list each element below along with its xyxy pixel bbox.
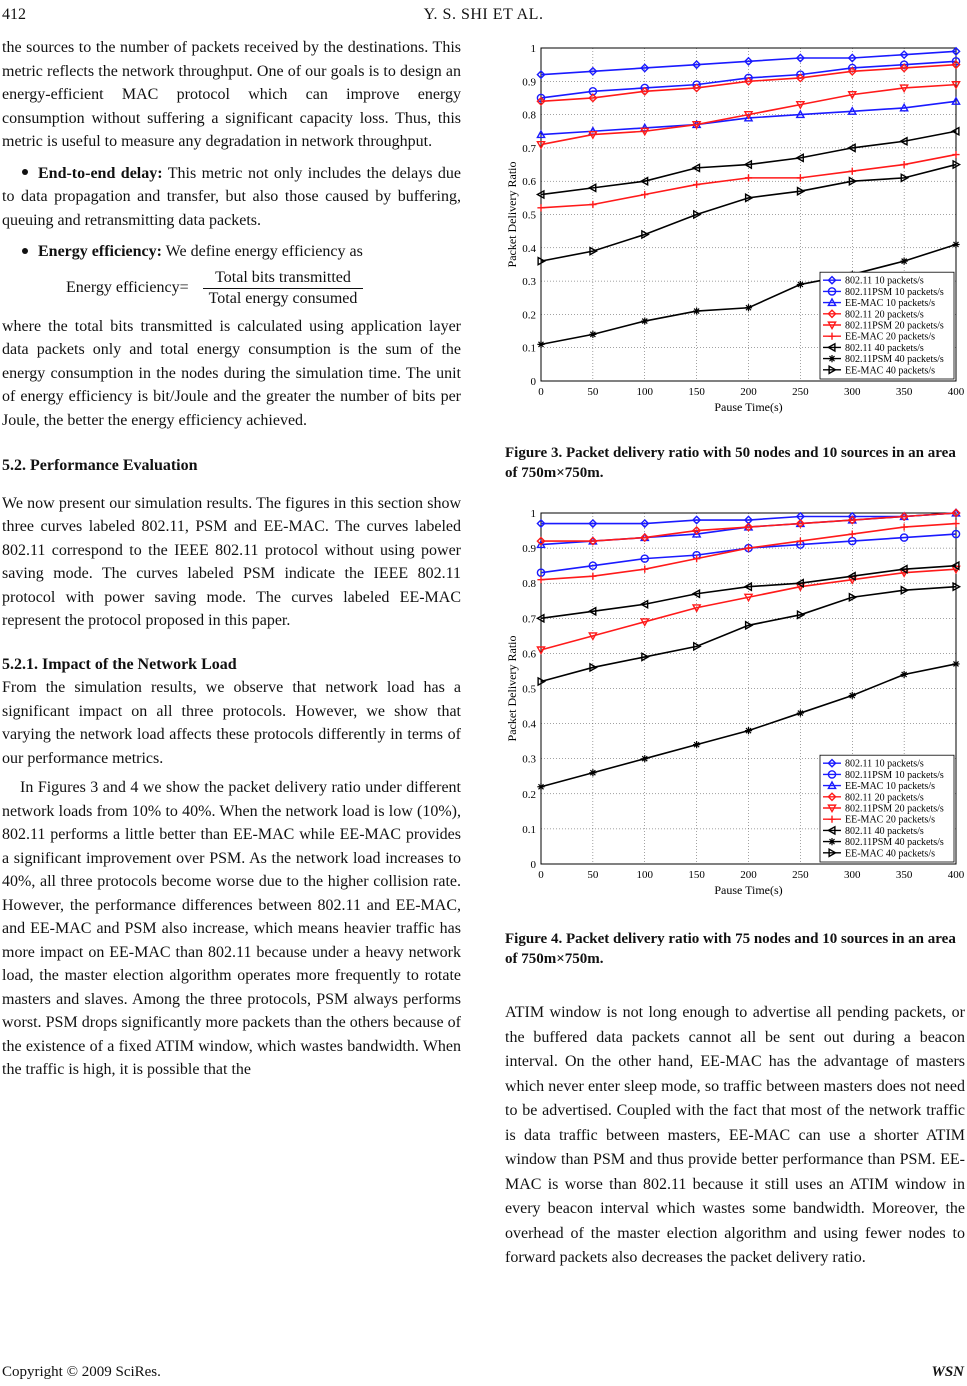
equation-denominator: Total energy consumed — [208, 289, 358, 307]
figure-3-caption: Figure 3. Packet delivery ratio with 50 nodes and 10 sources in an area of 750m×750m. — [505, 445, 956, 481]
y-tick-label: 0.6 — [522, 648, 536, 661]
x-tick-label: 250 — [792, 386, 809, 398]
x-tick-label: 300 — [844, 869, 861, 881]
data-point — [952, 241, 959, 248]
subsection-heading: 5.2.1. Impact of the Network Load — [2, 655, 237, 673]
data-point — [952, 660, 959, 667]
y-tick-label: 0.3 — [522, 753, 536, 766]
page-number: 412 — [2, 6, 26, 23]
y-tick-label: 0.2 — [522, 309, 536, 322]
y-tick-label: 0.4 — [522, 718, 536, 731]
legend-entry: 802.11PSM 40 packets/s — [845, 354, 944, 366]
data-point — [797, 709, 804, 716]
chart-legend — [820, 755, 954, 862]
chart-legend — [820, 272, 954, 379]
x-tick-label: 350 — [895, 386, 913, 398]
equation-numerator: Total bits transmitted — [203, 268, 363, 289]
y-tick-label: 0.5 — [522, 683, 536, 696]
y-axis-label: Packet Delivery Ratio — [505, 635, 519, 742]
data-point — [901, 258, 908, 265]
y-tick-label: 0.2 — [522, 788, 536, 801]
left-column — [2, 36, 461, 1082]
x-tick-label: 250 — [792, 869, 809, 881]
data-point — [537, 341, 544, 348]
legend-entry: EE-MAC 10 packets/s — [845, 298, 935, 310]
x-tick-label: 100 — [636, 869, 653, 881]
y-tick-label: 0.1 — [522, 823, 536, 836]
y-tick-label: 0.8 — [522, 109, 536, 122]
legend-entry: 802.11 20 packets/s — [845, 309, 924, 321]
legend-entry: 802.11PSM 10 packets/s — [845, 286, 944, 298]
data-point — [797, 281, 804, 288]
legend-entry: 802.11PSM 40 packets/s — [845, 837, 944, 849]
data-point — [745, 727, 752, 734]
x-tick-label: 0 — [538, 869, 544, 881]
legend-entry: 802.11 10 packets/s — [845, 758, 924, 770]
legend-entry: 802.11 20 packets/s — [845, 792, 924, 804]
paragraph-energy-definition: where the total bits transmitted is calculated using application layer data packets only and total energy consumption is the sum of the energy consumption in the nodes during the simulation time. The unit of energy efficiency is bit/Joule and the greater the number of bits per Joule, the better the energy efficiency achieved. — [2, 317, 461, 429]
legend-entry: 802.11PSM 20 packets/s — [845, 803, 944, 815]
legend-entry: EE-MAC 10 packets/s — [845, 781, 935, 793]
y-tick-label: 0.3 — [522, 276, 536, 289]
bullet-icon — [22, 248, 28, 254]
chart-plot-area — [505, 43, 965, 414]
data-point — [849, 692, 856, 699]
y-tick-label: 0.4 — [522, 242, 536, 255]
y-tick-label: 0.9 — [522, 76, 536, 89]
x-tick-label: 300 — [844, 386, 861, 398]
x-tick-label: 50 — [587, 869, 599, 881]
legend-entry: EE-MAC 40 packets/s — [845, 848, 935, 860]
data-point — [641, 317, 648, 324]
page-footer — [2, 1364, 964, 1381]
y-tick-label: 0.5 — [522, 209, 536, 222]
legend-entry: 802.11PSM 10 packets/s — [845, 769, 944, 781]
paragraph-atim-discussion: ATIM window is not long enough to advertise all pending packets, or the buffered data packets cannot all be sent out during a beacon interval. On the other hand, EE-MAC has the advantage of masters which never enter sleep mode, so traffic between masters does not need to be advertised. Coupled with the fact that most of the network traffic is data traffic between masters, EE-MAC can use a shorter ATIM window than PSM and thus provide better performance than PSM. EE-MAC is worse than 802.11 because it still uses an ATIM window in every beacon interval which wastes some bandwidth. Moreover, the overhead of the master election algorithm and using fewer nodes to forward packets also decreases the packet delivery ratio. — [505, 1004, 965, 1266]
figure-4-caption: Figure 4. Packet delivery ratio with 75 nodes and 10 sources in an area of 750m×750m. — [505, 931, 956, 967]
legend-entry: EE-MAC 40 packets/s — [845, 365, 935, 377]
x-tick-label: 350 — [895, 869, 913, 881]
figure-3-chart — [505, 40, 965, 422]
x-tick-label: 150 — [688, 869, 705, 881]
data-point — [641, 755, 648, 762]
paragraph-throughput: the sources to the number of packets received by the destinations. This metric reflects the network throughput. One of our goals is to design an energy-efficient MAC protocol which can improve energy consumption without suffering a significant capacity loss. Thus, this metric is useful to measure any degradation in network throughput. — [2, 39, 461, 150]
legend-entry: 802.11 40 packets/s — [845, 342, 924, 354]
x-tick-label: 50 — [587, 386, 599, 398]
data-point — [537, 783, 544, 790]
paragraph-results-intro: We now present our simulation results. The figures in this section show three curves labeled 802.11, PSM and EE-MAC. The curves labeled 802.11 correspond to the IEEE 802.11 protocol without using power saving mode. The curves labeled PSM indicate the IEEE 802.11 protocol with power saving mode. The curves labeled EE-MAC represent the protocol proposed in this paper. — [2, 494, 461, 629]
legend-marker — [828, 838, 835, 845]
y-tick-label: 0 — [530, 859, 536, 871]
y-tick-label: 1 — [530, 43, 536, 55]
figure-4-chart — [505, 505, 965, 905]
equation-fraction — [197, 268, 370, 309]
data-point — [693, 307, 700, 314]
x-tick-label: 150 — [688, 386, 705, 398]
energy-equation — [66, 268, 461, 309]
legend-entry: 802.11PSM 20 packets/s — [845, 320, 944, 332]
x-axis-label: Pause Time(s) — [714, 883, 783, 897]
x-tick-label: 200 — [740, 386, 757, 398]
x-axis-label: Pause Time(s) — [714, 400, 783, 414]
data-point — [693, 741, 700, 748]
legend-entry: EE-MAC 20 packets/s — [845, 331, 935, 343]
bullet-icon — [22, 169, 28, 175]
legend-entry: 802.11 40 packets/s — [845, 825, 924, 837]
data-point — [589, 769, 596, 776]
paragraph-figures-discussion: In Figures 3 and 4 we show the packet delivery ratio under different network loads from 10% to 40%. When the network load is low (10%), 802.11 performs a little better than EE-MAC while EE-MAC provides a significant improvement over PSM. As the network load increases to 40%, all three protocols become worse due to the higher collision rate. However, the performance differences between 802.11 and EE-MAC, and EE-MAC and PSM also increase, which means heavier traffic has more impact on EE-MAC than 802.11 because under a heavy network load, the master election algorithm operates more frequently to rotate masters and slaves. Among the three protocols, PSM always performs worst. PSM drops significantly more packets than the others because of the existence of a fixed ATIM window, which wastes bandwidth. When the traffic is high, it is possible that the — [2, 779, 461, 1078]
x-tick-label: 200 — [740, 869, 757, 881]
legend-entry: EE-MAC 20 packets/s — [845, 814, 935, 826]
legend-entry: 802.11 10 packets/s — [845, 275, 924, 287]
y-tick-label: 0.7 — [522, 142, 536, 155]
x-tick-label: 0 — [538, 386, 544, 398]
x-tick-label: 400 — [947, 386, 965, 398]
y-tick-label: 0.7 — [522, 613, 536, 626]
data-point — [745, 304, 752, 311]
running-title: Y. S. SHI ET AL. — [423, 6, 544, 23]
x-tick-label: 100 — [636, 386, 653, 398]
bullet-energy: Energy efficiency: We define energy efficiency as — [2, 240, 461, 264]
y-tick-label: 0.8 — [522, 578, 536, 591]
y-tick-label: 0.9 — [522, 543, 536, 556]
section-heading: 5.2. Performance Evaluation — [2, 457, 198, 474]
equation-lhs: Energy efficiency= — [66, 279, 189, 297]
data-point — [589, 331, 596, 338]
right-column — [505, 1001, 965, 1271]
legend-marker — [828, 355, 835, 362]
data-point — [901, 671, 908, 678]
y-tick-label: 1 — [530, 508, 536, 520]
chart-plot-area — [505, 508, 965, 897]
journal-abbrev: WSN — [931, 1364, 964, 1380]
y-tick-label: 0.1 — [522, 342, 536, 355]
x-tick-label: 400 — [947, 869, 965, 881]
copyright-notice: Copyright © 2009 SciRes. — [2, 1364, 161, 1380]
bullet-delay: End-to-end delay: This metric not only includes the delays due to data propagation and transfer, but also those caused by buffering, queuing and retransmitting data packets. — [2, 164, 462, 229]
y-tick-label: 0 — [530, 376, 536, 388]
y-tick-label: 0.6 — [522, 176, 536, 189]
paragraph-network-load: From the simulation results, we observe that network load has a significant impact on all three protocols. However, we show that varying the network load affects these protocols differently in terms of our performance metrics. — [2, 679, 461, 767]
y-axis-label: Packet Delivery Ratio — [505, 161, 519, 268]
